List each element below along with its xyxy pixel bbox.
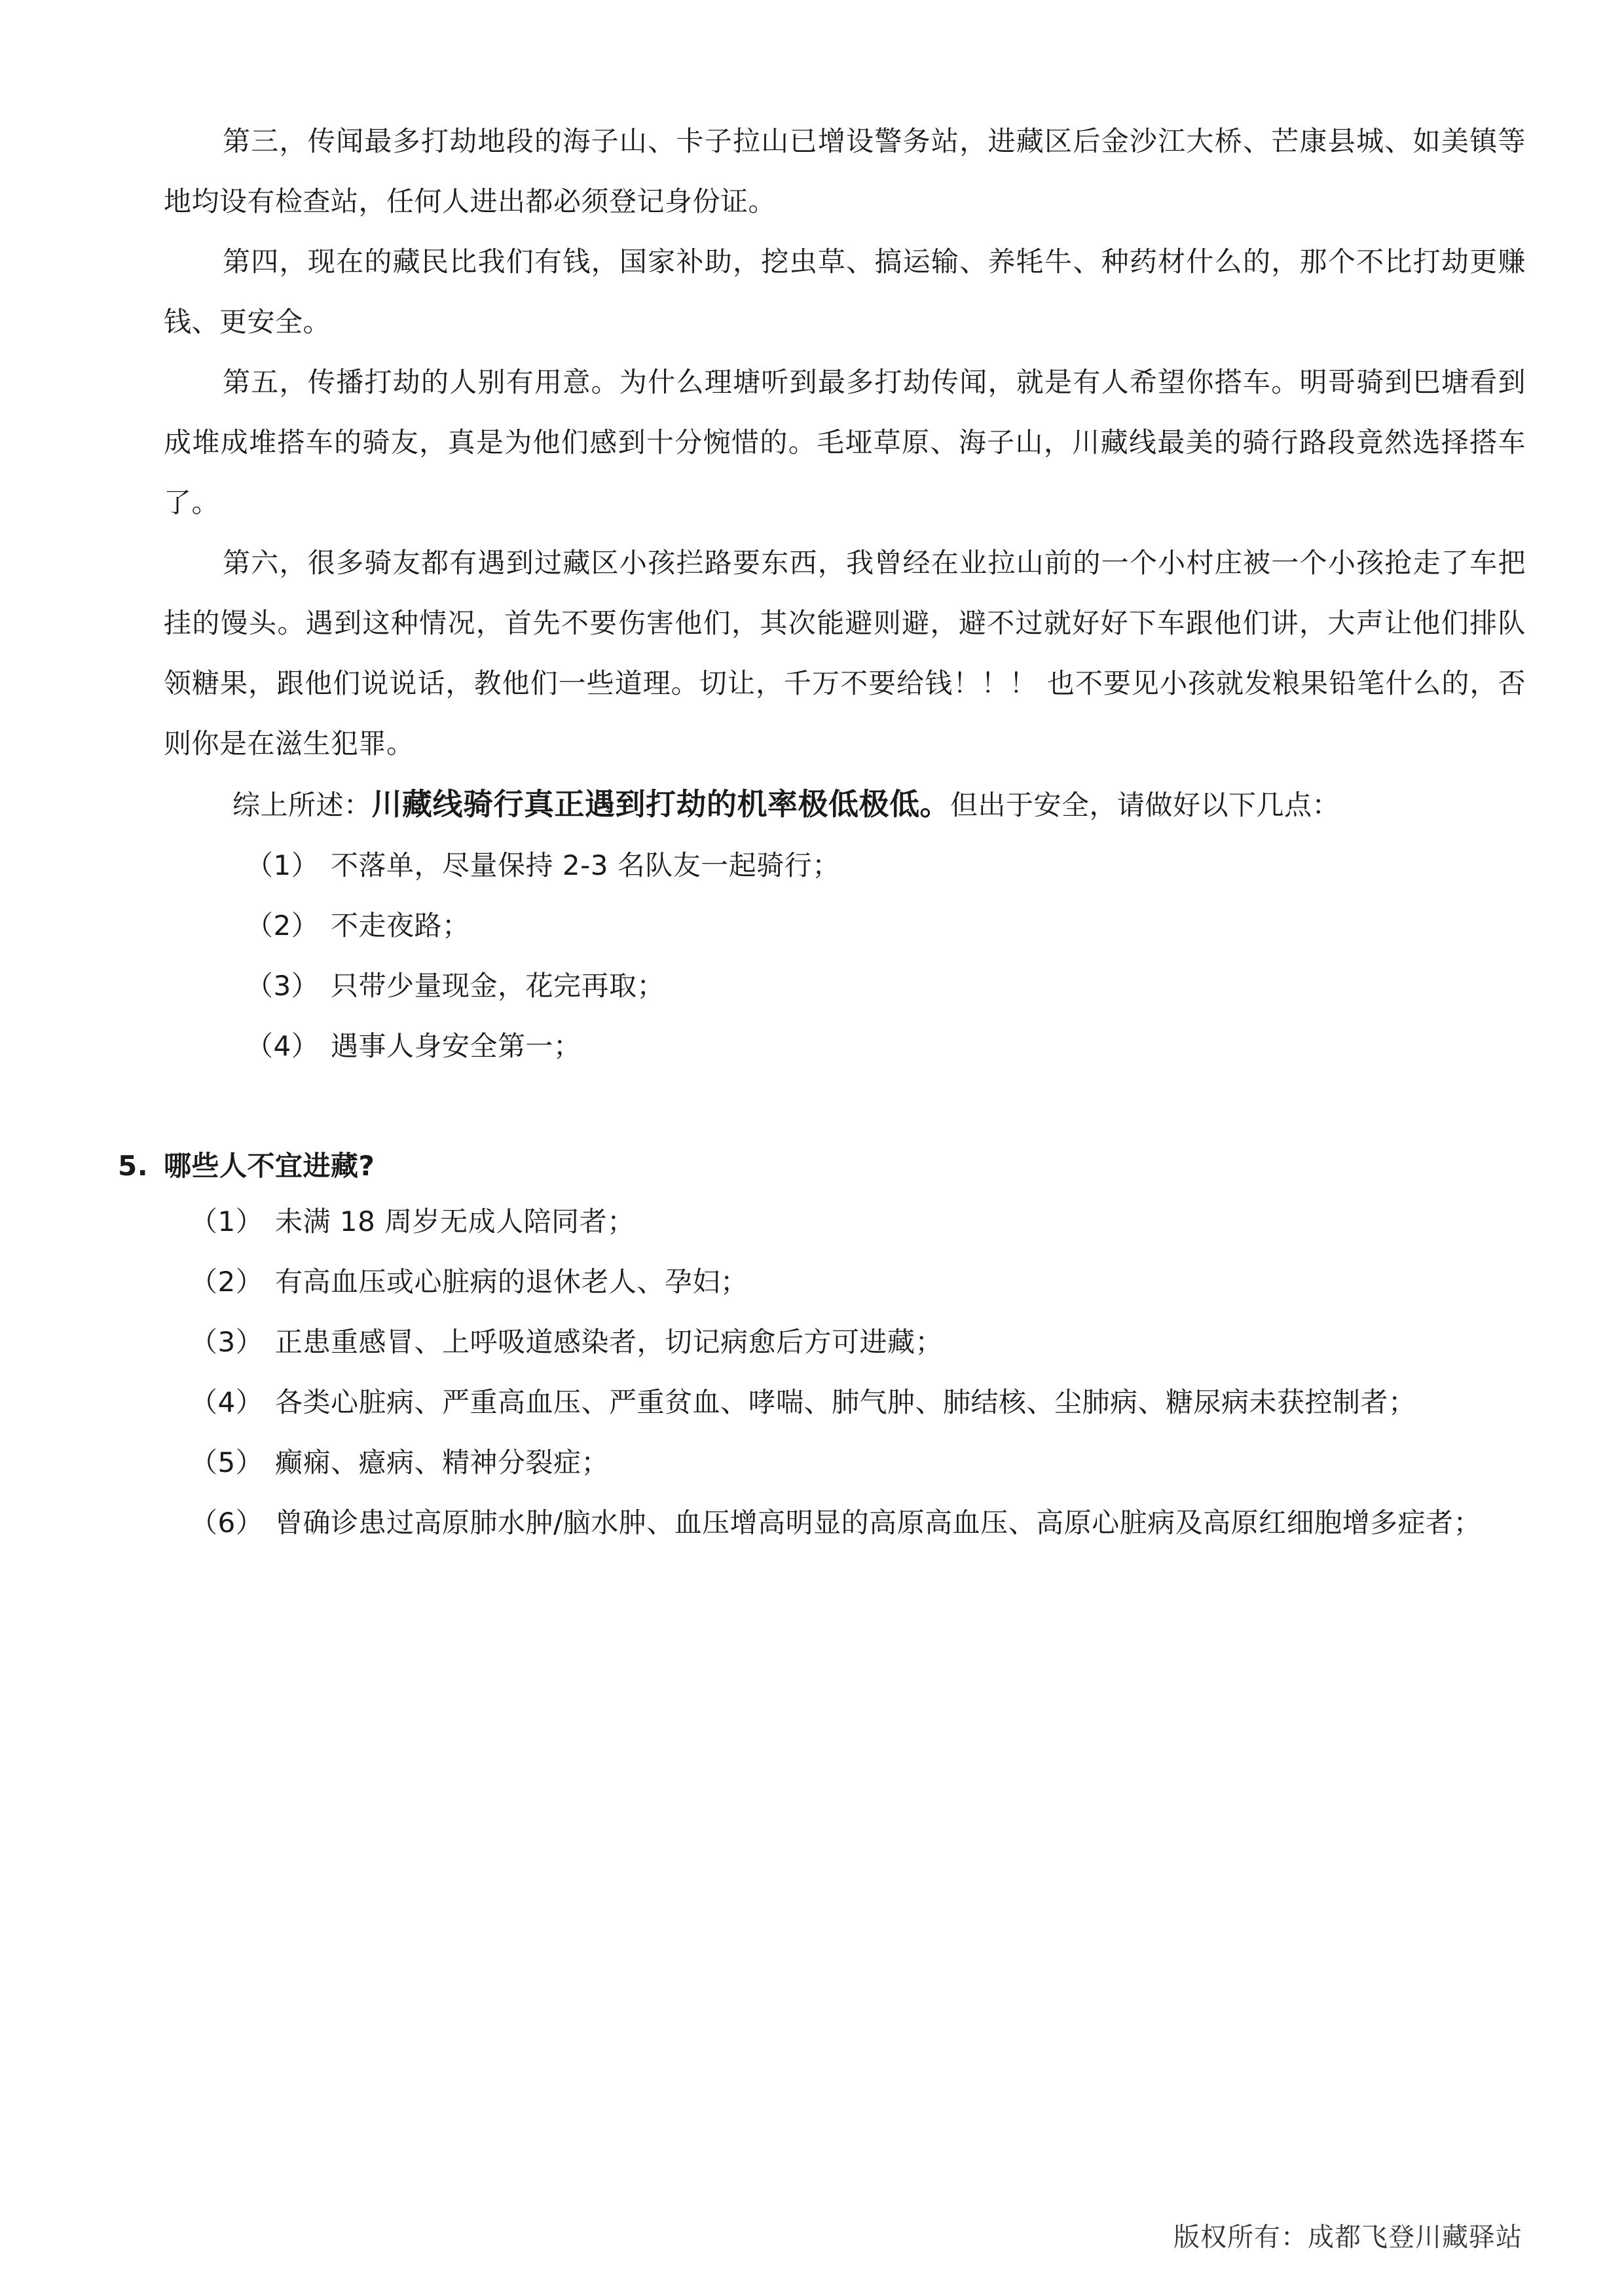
list-item xyxy=(190,1493,1539,1553)
list-item-number: （4） xyxy=(190,1386,264,1418)
list-item-number: （4） xyxy=(246,1030,320,1062)
summary-suffix: 但出于安全，请做好以下几点： xyxy=(950,789,1340,821)
safety-tips-list xyxy=(164,835,1526,1076)
paragraph-third: 第三，传闻最多打劫地段的海子山、卡子拉山已增设警务站，进藏区后金沙江大桥、芒康县城、如美镇等地均设有检查站，任何人进出都必须登记身份证。 xyxy=(164,125,1526,217)
list-item-number: （5） xyxy=(190,1446,264,1478)
paragraph-sixth: 第六，很多骑友都有遇到过藏区小孩拦路要东西，我曾经在业拉山前的一个小村庄被一个小孩抢走了车把挂的馒头。遇到这种情况，首先不要伤害他们，其次能避则避，避不过就好好下车跟他们讲，大声让他们排队领糖果，跟他们说说话，教他们一些道理。切让，千万不要给钱！！！ 也不要见小孩就发粮果铅笔什么的，否则你是在滋生犯罪。 xyxy=(164,547,1526,760)
list-item-text: 曾确诊患过高原肺水肿/脑水肿、血压增高明显的高原高血压、高原心脏病及高原红细胞增多症者； xyxy=(275,1507,1482,1539)
list-item xyxy=(190,1312,1539,1372)
list-item xyxy=(190,1433,1539,1493)
list-item-number: （2） xyxy=(246,909,320,942)
list-item-text: 不走夜路； xyxy=(331,909,470,942)
list-item xyxy=(246,956,1526,1016)
list-item-number: （1） xyxy=(246,849,320,881)
list-item-text: 不落单，尽量保持 2-3 名队友一起骑行； xyxy=(331,849,840,881)
summary-bold: 川藏线骑行真正遇到打劫的机率极低极低。 xyxy=(371,786,951,822)
section-title-text: 哪些人不宜进藏? xyxy=(164,1150,375,1182)
list-item-text: 正患重感冒、上呼吸道感染者，切记病愈后方可进藏； xyxy=(275,1326,944,1358)
section-number: 5. xyxy=(118,1150,149,1182)
list-item xyxy=(246,1016,1526,1076)
list-item-number: （3） xyxy=(246,970,320,1002)
list-item-number: （1） xyxy=(190,1205,264,1238)
list-item-text: 各类心脏病、严重高血压、严重贫血、哮喘、肺气肿、肺结核、尘肺病、糖尿病未获控制者； xyxy=(275,1386,1416,1418)
list-item-number: （6） xyxy=(190,1507,264,1539)
list-item-text: 未满 18 周岁无成人陪同者； xyxy=(275,1205,635,1238)
list-item-text: 只带少量现金，花完再取； xyxy=(331,970,665,1002)
list-item xyxy=(190,1192,1539,1252)
list-item xyxy=(190,1252,1539,1312)
list-item-text: 有高血压或心脏病的退休老人、孕妇； xyxy=(275,1266,748,1298)
summary-prefix: 综上所述： xyxy=(232,789,372,821)
paragraph-fourth: 第四，现在的藏民比我们有钱，国家补助，挖虫草、搞运输、养牦牛、种药材什么的，那个不比打劫更赚钱、更安全。 xyxy=(164,246,1526,338)
list-item xyxy=(190,1372,1539,1433)
list-item-text: 遇事人身安全第一； xyxy=(331,1030,581,1062)
unsuitable-people-list xyxy=(190,1192,1539,1553)
main-content xyxy=(164,111,1526,1076)
paragraph-fifth: 第五，传播打劫的人别有用意。为什么理塘听到最多打劫传闻，就是有人希望你搭车。明哥骑到巴塘看到成堆成堆搭车的骑友，真是为他们感到十分惋惜的。毛垭草原、海子山，川藏线最美的骑行路段竟然选择搭车了。 xyxy=(164,366,1526,519)
summary-line xyxy=(164,774,1526,835)
list-item-text: 癫痫、癔病、精神分裂症； xyxy=(275,1446,610,1478)
list-item-number: （2） xyxy=(190,1266,264,1298)
list-item xyxy=(246,835,1526,896)
list-item xyxy=(246,896,1526,956)
section-heading xyxy=(118,1136,375,1196)
list-item-number: （3） xyxy=(190,1326,264,1358)
copyright-footer: 版权所有：成都飞登川藏驿站 xyxy=(1173,2222,1522,2252)
